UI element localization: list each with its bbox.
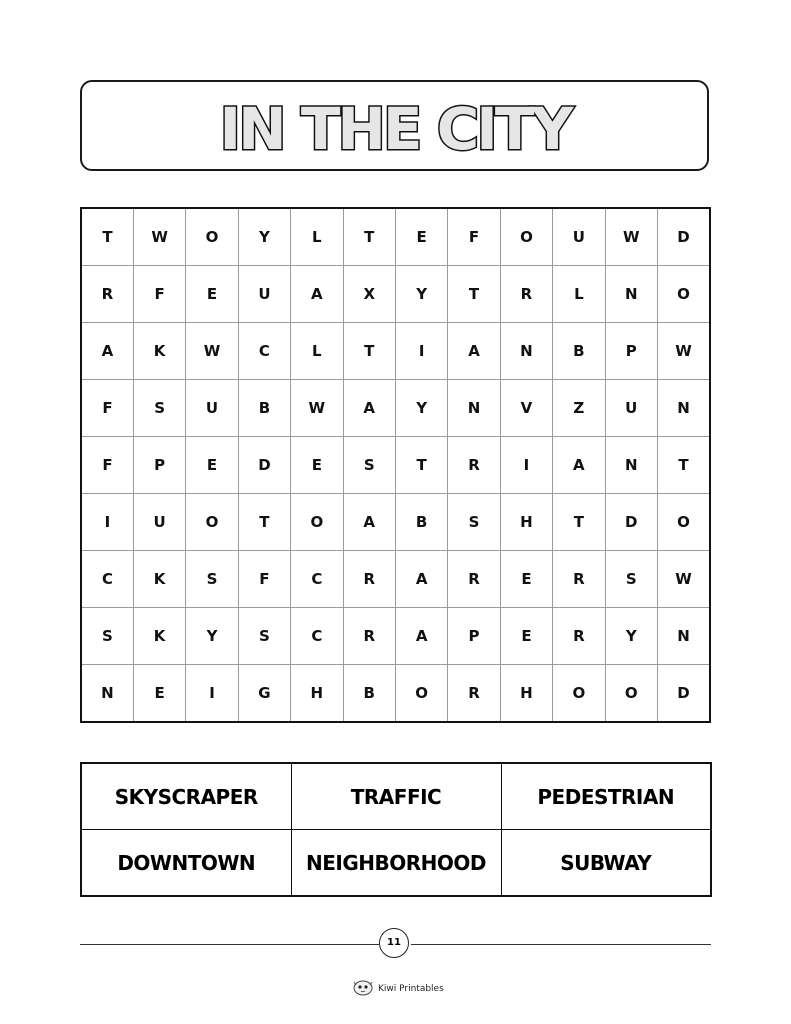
grid-cell[interactable]: K (133, 323, 185, 380)
grid-row (81, 665, 710, 723)
grid-cell[interactable]: D (657, 208, 710, 266)
grid-cell[interactable]: O (500, 208, 552, 266)
word-bank-item: SUBWAY (501, 830, 711, 897)
word-bank (80, 762, 712, 897)
grid-row (81, 208, 710, 266)
grid-cell[interactable]: U (238, 266, 290, 323)
grid-cell[interactable]: E (291, 437, 343, 494)
grid-cell[interactable]: K (133, 551, 185, 608)
grid-cell[interactable]: F (81, 380, 133, 437)
grid-cell[interactable]: A (291, 266, 343, 323)
grid-cell[interactable]: W (657, 551, 710, 608)
grid-cell[interactable]: B (395, 494, 447, 551)
grid-row (81, 380, 710, 437)
grid-cell[interactable]: O (657, 266, 710, 323)
grid-cell[interactable]: N (500, 323, 552, 380)
brand (352, 979, 444, 999)
grid-cell[interactable]: N (605, 266, 657, 323)
grid-cell[interactable]: S (133, 380, 185, 437)
grid-cell[interactable]: B (238, 380, 290, 437)
grid-cell[interactable]: E (500, 551, 552, 608)
grid-cell[interactable]: T (553, 494, 605, 551)
grid-cell[interactable]: A (448, 323, 500, 380)
grid-cell[interactable]: L (553, 266, 605, 323)
word-bank-item: SKYSCRAPER (81, 763, 291, 830)
grid-cell[interactable]: Y (238, 208, 290, 266)
grid-cell[interactable]: N (81, 665, 133, 723)
grid-cell[interactable]: O (186, 208, 238, 266)
grid-cell[interactable]: R (553, 551, 605, 608)
grid-cell[interactable]: D (605, 494, 657, 551)
grid-cell[interactable]: Y (395, 380, 447, 437)
grid-cell[interactable]: B (553, 323, 605, 380)
grid-cell[interactable]: R (343, 551, 395, 608)
grid-cell[interactable]: O (395, 665, 447, 723)
grid-row (81, 266, 710, 323)
title-banner (80, 80, 709, 171)
grid-cell[interactable]: U (605, 380, 657, 437)
grid-cell[interactable]: N (657, 608, 710, 665)
footer-rule-right (411, 944, 711, 945)
grid-cell[interactable]: P (133, 437, 185, 494)
grid-cell[interactable]: A (343, 494, 395, 551)
grid-cell[interactable]: F (81, 437, 133, 494)
grid-cell[interactable]: W (605, 208, 657, 266)
grid-cell[interactable]: L (291, 323, 343, 380)
grid-cell[interactable]: U (186, 380, 238, 437)
grid-cell[interactable]: R (448, 665, 500, 723)
grid-cell[interactable]: C (291, 608, 343, 665)
grid-cell[interactable]: S (186, 551, 238, 608)
word-bank-item: NEIGHBORHOOD (291, 830, 501, 897)
grid-cell[interactable]: A (553, 437, 605, 494)
grid-row (81, 494, 710, 551)
kiwi-logo-icon (352, 977, 374, 1001)
word-bank-row (81, 763, 711, 830)
grid-cell[interactable]: N (657, 380, 710, 437)
footer-rule-left (80, 944, 379, 945)
grid-cell[interactable]: U (133, 494, 185, 551)
grid-cell[interactable]: R (553, 608, 605, 665)
grid-cell[interactable]: R (81, 266, 133, 323)
brand-name: Kiwi Printables (378, 984, 444, 994)
grid-cell[interactable]: U (553, 208, 605, 266)
grid-cell[interactable]: E (186, 266, 238, 323)
grid-cell[interactable]: A (343, 380, 395, 437)
grid-cell[interactable]: S (81, 608, 133, 665)
grid-cell[interactable]: S (448, 494, 500, 551)
grid-cell[interactable]: Y (186, 608, 238, 665)
grid-cell[interactable]: W (133, 208, 185, 266)
grid-cell[interactable]: T (343, 323, 395, 380)
title-svg (82, 82, 711, 173)
grid-row (81, 551, 710, 608)
grid-cell[interactable]: T (448, 266, 500, 323)
grid-cell[interactable]: W (186, 323, 238, 380)
grid-cell[interactable]: R (448, 551, 500, 608)
page-title: IN THE CITY (219, 95, 571, 163)
grid-row (81, 437, 710, 494)
grid-cell[interactable]: T (238, 494, 290, 551)
grid-cell[interactable]: Y (605, 608, 657, 665)
grid-cell[interactable]: E (395, 208, 447, 266)
grid-cell[interactable]: S (605, 551, 657, 608)
grid-cell[interactable]: K (133, 608, 185, 665)
word-search-grid (80, 207, 711, 723)
grid-cell[interactable]: H (500, 494, 552, 551)
grid-cell[interactable]: N (448, 380, 500, 437)
grid-cell[interactable]: S (343, 437, 395, 494)
grid-cell[interactable]: T (343, 208, 395, 266)
grid-cell[interactable]: B (343, 665, 395, 723)
word-bank-item: PEDESTRIAN (501, 763, 711, 830)
grid-cell[interactable]: H (500, 665, 552, 723)
word-bank-row (81, 830, 711, 897)
grid-cell[interactable]: S (238, 608, 290, 665)
grid-cell[interactable]: F (133, 266, 185, 323)
grid-cell[interactable]: O (605, 665, 657, 723)
grid-cell[interactable]: A (395, 608, 447, 665)
grid-cell[interactable]: A (395, 551, 447, 608)
grid-row (81, 608, 710, 665)
grid-cell[interactable]: N (605, 437, 657, 494)
grid-cell[interactable]: R (343, 608, 395, 665)
grid-cell[interactable]: R (500, 266, 552, 323)
grid-cell[interactable]: C (291, 551, 343, 608)
grid-cell[interactable]: D (657, 665, 710, 723)
grid-cell[interactable]: D (238, 437, 290, 494)
grid-cell[interactable]: F (448, 208, 500, 266)
grid-cell[interactable]: E (186, 437, 238, 494)
grid-cell[interactable]: Y (395, 266, 447, 323)
grid-cell[interactable]: O (291, 494, 343, 551)
grid-cell[interactable]: A (81, 323, 133, 380)
grid-cell[interactable]: C (81, 551, 133, 608)
grid-cell[interactable]: P (448, 608, 500, 665)
grid-cell[interactable]: Z (553, 380, 605, 437)
grid-cell[interactable]: R (448, 437, 500, 494)
grid-cell[interactable]: C (238, 323, 290, 380)
grid-cell[interactable]: I (395, 323, 447, 380)
grid-cell[interactable]: X (343, 266, 395, 323)
grid-cell[interactable]: I (186, 665, 238, 723)
word-bank-item: DOWNTOWN (81, 830, 291, 897)
grid-cell[interactable]: W (657, 323, 710, 380)
grid-cell[interactable]: V (500, 380, 552, 437)
page-number: 11 (379, 928, 409, 958)
grid-cell[interactable]: H (291, 665, 343, 723)
grid-cell[interactable]: E (500, 608, 552, 665)
grid-cell[interactable]: F (238, 551, 290, 608)
grid-cell[interactable]: L (291, 208, 343, 266)
grid-cell[interactable]: T (81, 208, 133, 266)
grid-cell[interactable]: T (395, 437, 447, 494)
grid-cell[interactable]: T (657, 437, 710, 494)
grid-cell[interactable]: E (133, 665, 185, 723)
grid-cell[interactable]: I (500, 437, 552, 494)
grid-cell[interactable]: O (186, 494, 238, 551)
grid-cell[interactable]: O (553, 665, 605, 723)
grid-cell[interactable]: G (238, 665, 290, 723)
grid-row (81, 323, 710, 380)
grid-cell[interactable]: I (81, 494, 133, 551)
word-bank-item: TRAFFIC (291, 763, 501, 830)
grid-cell[interactable]: W (291, 380, 343, 437)
grid-cell[interactable]: P (605, 323, 657, 380)
grid-cell[interactable]: O (657, 494, 710, 551)
